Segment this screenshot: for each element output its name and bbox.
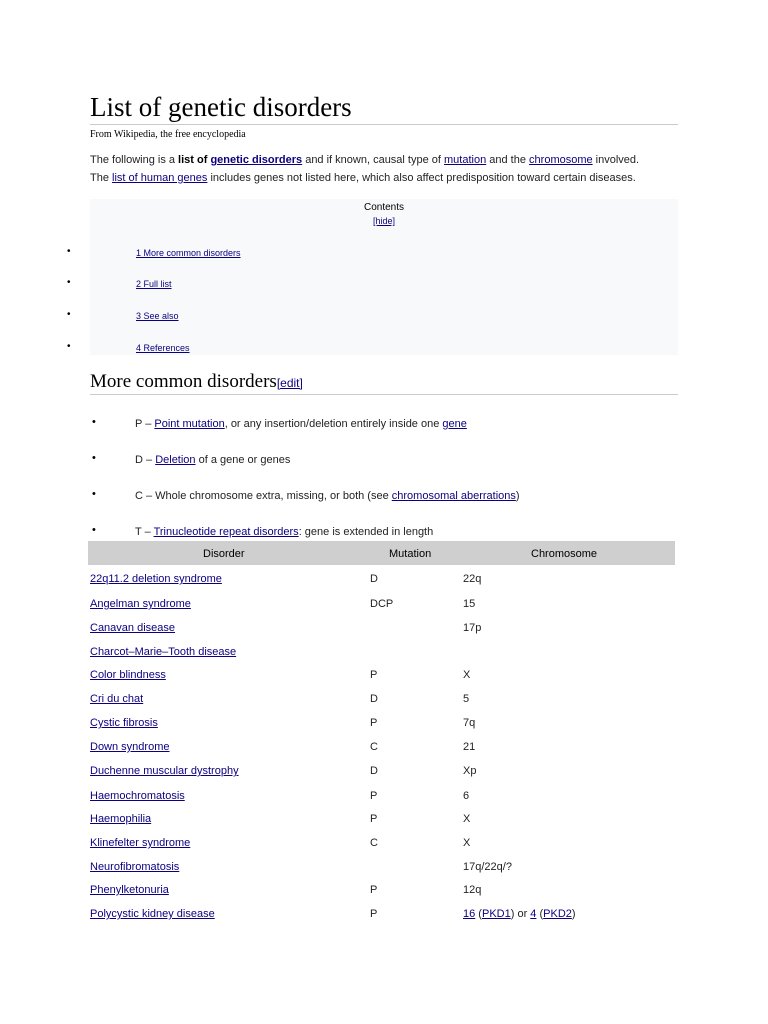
legend-text: : gene is extended in length xyxy=(298,526,434,538)
toc-link-see-also[interactable]: 3 See also xyxy=(136,311,179,321)
disorder-link[interactable]: Haemochromatosis xyxy=(90,790,185,802)
disorder-link[interactable]: Polycystic kidney disease xyxy=(90,908,215,920)
table-row xyxy=(0,765,768,783)
intro-text: The following is a xyxy=(90,154,179,166)
table-row xyxy=(0,884,768,902)
mutation-link[interactable]: mutation xyxy=(444,154,487,166)
list-of-human-genes-link[interactable]: list of human genes xyxy=(112,172,208,184)
chromosome-cell: 21 xyxy=(463,741,476,753)
chromosome-cell: 15 xyxy=(463,598,476,610)
chromosome-cell: 5 xyxy=(463,693,470,705)
page-title: List of genetic disorders xyxy=(90,92,352,122)
toc-link-full-list[interactable]: 2 Full list xyxy=(136,279,172,289)
disorder-link[interactable]: Charcot–Marie–Tooth disease xyxy=(90,646,237,658)
mutation-cell: D xyxy=(370,693,378,705)
trinucleotide-repeat-link[interactable]: Trinucleotide repeat disorders xyxy=(153,526,299,538)
toc-link-references[interactable]: 4 References xyxy=(136,343,190,353)
table-row xyxy=(0,813,768,831)
mutation-cell: DCP xyxy=(370,598,394,610)
table-row xyxy=(0,790,768,808)
table-row xyxy=(0,717,768,735)
column-header-chromosome[interactable]: Chromosome xyxy=(531,548,598,560)
page-subtitle: From Wikipedia, the free encyclopedia xyxy=(90,129,246,140)
disorder-link[interactable]: 22q11.2 deletion syndrome xyxy=(90,573,222,585)
column-header-mutation[interactable]: Mutation xyxy=(389,548,432,560)
intro-bold: list of xyxy=(178,154,211,166)
bullet-icon: • xyxy=(67,341,71,352)
mutation-cell: C xyxy=(370,741,378,753)
legend-text: of a gene or genes xyxy=(195,454,291,466)
chromosome-text: ) or xyxy=(510,908,531,920)
mutation-cell: P xyxy=(370,884,378,896)
bullet-icon: • xyxy=(67,246,71,257)
intro-text: includes genes not listed here, which also affect predisposition toward certain diseases. xyxy=(207,172,636,184)
mutation-cell: P xyxy=(370,790,378,802)
mutation-cell: P xyxy=(370,717,378,729)
pkd1-gene-link[interactable]: PKD1 xyxy=(481,908,511,920)
toc-hide-link xyxy=(0,216,768,226)
toc-link-more-common-disorders[interactable]: 1 More common disorders xyxy=(136,248,241,258)
chromosome-cell: 12q xyxy=(463,884,482,896)
intro-text: and the xyxy=(486,154,530,166)
legend-text: ) xyxy=(515,490,520,502)
chromosome-cell xyxy=(463,908,576,920)
legend-code: P – xyxy=(135,418,155,430)
table-row xyxy=(0,669,768,687)
intro-text: The xyxy=(90,172,113,184)
chromosome-cell: 17p xyxy=(463,622,482,634)
chromosomal-aberrations-link[interactable]: chromosomal aberrations xyxy=(391,490,516,502)
chromosome-text: ( xyxy=(475,908,482,920)
section-heading-text: More common disorders xyxy=(90,371,277,392)
section-divider xyxy=(90,394,678,395)
bullet-icon: • xyxy=(92,452,96,464)
disorder-link[interactable]: Duchenne muscular dystrophy xyxy=(90,765,239,777)
intro-text: involved. xyxy=(592,154,640,166)
pkd2-gene-link[interactable]: PKD2 xyxy=(543,908,572,920)
disorder-link[interactable]: Canavan disease xyxy=(90,622,176,634)
mutation-cell: P xyxy=(370,908,378,920)
disorder-link[interactable]: Angelman syndrome xyxy=(90,598,191,610)
legend-code: D – xyxy=(135,454,156,466)
genetic-disorders-link[interactable]: genetic disorders xyxy=(210,154,303,166)
disorder-link[interactable]: Cri du chat xyxy=(90,693,144,705)
deletion-link[interactable]: Deletion xyxy=(155,454,196,466)
disorder-link[interactable]: Down syndrome xyxy=(90,741,170,753)
bullet-icon: • xyxy=(67,309,71,320)
disorder-link[interactable]: Color blindness xyxy=(90,669,166,681)
title-divider xyxy=(90,124,678,125)
bullet-icon: • xyxy=(92,488,96,500)
chromosome-cell: 6 xyxy=(463,790,470,802)
table-row xyxy=(0,837,768,855)
mutation-cell: D xyxy=(370,573,378,585)
legend-code: T – xyxy=(135,526,154,538)
intro-paragraph xyxy=(90,151,690,187)
chromosome-link[interactable]: chromosome xyxy=(529,154,593,166)
table-row xyxy=(0,693,768,711)
chromosome-4-link[interactable]: 4 xyxy=(530,908,537,920)
toc-title: Contents xyxy=(363,202,405,213)
gene-link[interactable]: gene xyxy=(442,418,467,430)
disorder-link[interactable]: Haemophilia xyxy=(90,813,152,825)
chromosome-cell: 17q/22q/? xyxy=(463,861,512,873)
chromosome-cell: Xp xyxy=(463,765,477,777)
table-row xyxy=(0,908,768,926)
table-row xyxy=(0,861,768,879)
disorder-link[interactable]: Neurofibromatosis xyxy=(90,861,180,873)
chromosome-cell: X xyxy=(463,837,471,849)
disorder-link[interactable]: Cystic fibrosis xyxy=(90,717,158,729)
bullet-icon: • xyxy=(92,524,96,536)
bullet-icon: • xyxy=(92,416,96,428)
mutation-cell: P xyxy=(370,669,378,681)
table-row xyxy=(0,598,768,616)
bullet-icon: • xyxy=(67,277,71,288)
disorder-link[interactable]: Klinefelter syndrome xyxy=(90,837,191,849)
chromosome-text: ) xyxy=(571,908,576,920)
mutation-cell: C xyxy=(370,837,378,849)
edit-section-link[interactable]: [edit] xyxy=(276,376,303,390)
table-row xyxy=(0,622,768,640)
chromosome-16-link[interactable]: 16 xyxy=(463,908,476,920)
intro-text: and if known, causal type of xyxy=(302,154,445,166)
chromosome-cell: 7q xyxy=(463,717,476,729)
table-row xyxy=(0,646,768,664)
section-heading xyxy=(90,371,303,393)
table-row xyxy=(0,741,768,759)
mutation-cell: P xyxy=(370,813,378,825)
chromosome-cell: X xyxy=(463,669,471,681)
chromosome-cell: 22q xyxy=(463,573,482,585)
toc-hide-button[interactable]: [hide] xyxy=(372,216,396,226)
point-mutation-link[interactable]: Point mutation xyxy=(154,418,225,430)
chromosome-text: ( xyxy=(536,908,544,920)
chromosome-cell: X xyxy=(463,813,471,825)
disorder-link[interactable]: Phenylketonuria xyxy=(90,884,169,896)
legend-text: , or any insertion/deletion entirely inside one xyxy=(224,418,443,430)
table-row xyxy=(0,573,768,591)
mutation-cell: D xyxy=(370,765,378,777)
legend-text: C – Whole chromosome extra, missing, or both (see xyxy=(135,490,392,502)
column-header-disorder[interactable]: Disorder xyxy=(203,548,245,560)
